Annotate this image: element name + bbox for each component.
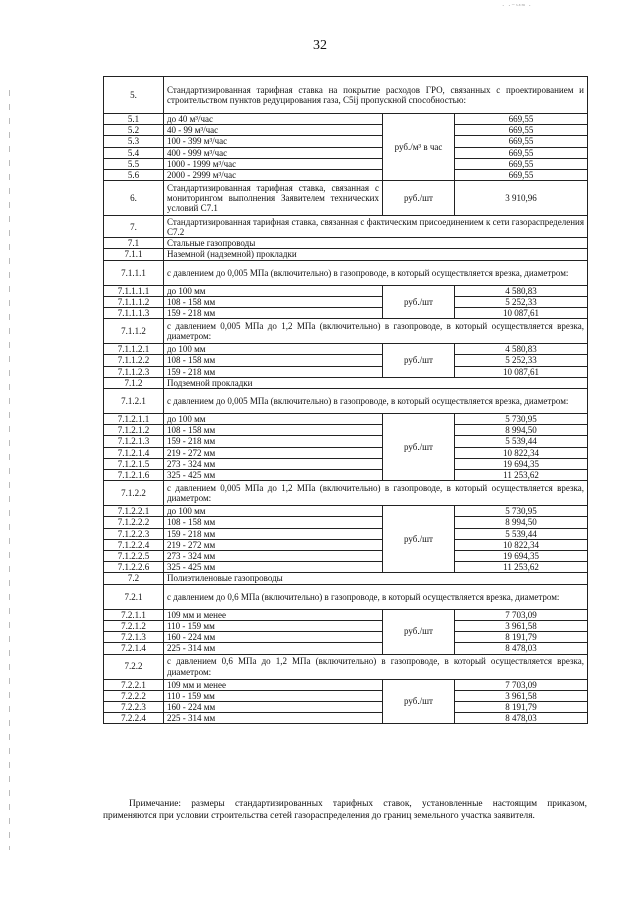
item-number: 7.1.2.2.1 [104, 506, 164, 517]
item-description: 2000 - 2999 м³/час [164, 170, 383, 181]
rate-value: 669,55 [455, 170, 588, 181]
item-description: 100 - 399 м³/час [164, 136, 383, 147]
item-description: до 100 мм [164, 344, 383, 355]
rate-value: 8 191,79 [455, 632, 588, 643]
table-row [104, 447, 588, 458]
rate-value: 5 252,33 [455, 355, 588, 366]
rate-value: 4 580,83 [455, 285, 588, 296]
item-description: 160 - 224 мм [164, 632, 383, 643]
item-number: 7.2.1.3 [104, 632, 164, 643]
table-row [104, 481, 588, 506]
rate-value: 4 580,83 [455, 344, 588, 355]
rate-value: 11 253,62 [455, 470, 588, 481]
item-description: 325 - 425 мм [164, 470, 383, 481]
item-number: 7.2.1.4 [104, 643, 164, 654]
table-row [104, 425, 588, 436]
item-number: 7.1.2.1.6 [104, 470, 164, 481]
tariff-table [103, 76, 588, 724]
unit-cell: руб./шт [383, 414, 455, 481]
table-row [104, 690, 588, 701]
table-row [104, 573, 588, 584]
item-number: 7.1.2.1 [104, 389, 164, 414]
item-number: 6. [104, 181, 164, 216]
rate-value: 8 478,03 [455, 643, 588, 654]
item-number: 7.1.1 [104, 249, 164, 260]
item-description: 108 - 158 мм [164, 296, 383, 307]
table-row [104, 216, 588, 238]
item-number: 7.1.2.2 [104, 481, 164, 506]
rate-value: 10 822,34 [455, 539, 588, 550]
table-row [104, 181, 588, 216]
table-row [104, 539, 588, 550]
tariff-table-body [104, 77, 588, 724]
rate-value: 669,55 [455, 114, 588, 125]
item-number: 7.2.2.1 [104, 679, 164, 690]
table-row [104, 620, 588, 631]
table-row [104, 260, 588, 285]
table-row [104, 470, 588, 481]
item-description: 400 - 999 м³/час [164, 147, 383, 158]
item-number: 7.1 [104, 238, 164, 249]
item-number: 5.6 [104, 170, 164, 181]
rate-value: 669,55 [455, 158, 588, 169]
item-number: 7.2 [104, 573, 164, 584]
item-description: 225 - 314 мм [164, 643, 383, 654]
rate-value: 669,55 [455, 125, 588, 136]
item-description: 108 - 158 мм [164, 425, 383, 436]
item-number: 7.1.1.2.3 [104, 366, 164, 377]
item-number: 7.1.1.1 [104, 260, 164, 285]
table-row [104, 238, 588, 249]
item-number: 7.2.2.2 [104, 690, 164, 701]
table-row [104, 701, 588, 712]
item-description: Наземной (надземной) прокладки [164, 249, 588, 260]
table-row [104, 319, 588, 344]
item-number: 7.1.2.2.3 [104, 528, 164, 539]
table-row [104, 147, 588, 158]
table-row [104, 679, 588, 690]
table-row [104, 125, 588, 136]
table-row [104, 654, 588, 679]
item-description: 108 - 158 мм [164, 517, 383, 528]
item-number: 7.1.2.1.4 [104, 447, 164, 458]
table-row [104, 344, 588, 355]
rate-value: 5 730,95 [455, 414, 588, 425]
table-row [104, 436, 588, 447]
rate-value: 8 191,79 [455, 701, 588, 712]
table-row [104, 249, 588, 260]
item-description: до 100 мм [164, 414, 383, 425]
table-row [104, 609, 588, 620]
item-number: 7.2.1.2 [104, 620, 164, 631]
item-number: 5.3 [104, 136, 164, 147]
rate-value: 3 961,58 [455, 620, 588, 631]
table-row [104, 517, 588, 528]
item-description: с давлением 0,6 МПа до 1,2 МПа (включительно) в газопроводе, в который осуществляется врезка, диаметром: [164, 654, 588, 679]
table-row [104, 136, 588, 147]
item-description: 109 мм и менее [164, 679, 383, 690]
table-row [104, 506, 588, 517]
item-description: 219 - 272 мм [164, 539, 383, 550]
item-description: 159 - 218 мм [164, 528, 383, 539]
item-description: до 40 м³/час [164, 114, 383, 125]
item-description: 160 - 224 мм [164, 701, 383, 712]
item-number: 7.1.2.1.3 [104, 436, 164, 447]
item-number: 7.1.2.2.6 [104, 562, 164, 573]
item-number: 7.1.1.1.3 [104, 308, 164, 319]
unit-cell: руб./м³ в час [383, 114, 455, 181]
rate-value: 8 994,50 [455, 425, 588, 436]
item-description: с давлением до 0,005 МПа (включительно) в газопроводе, в который осуществляется врезка, диаметром: [164, 260, 588, 285]
item-number: 7.1.2 [104, 377, 164, 388]
rate-value: 3 910,96 [455, 181, 588, 216]
rate-value: 8 478,03 [455, 713, 588, 724]
item-description: до 100 мм [164, 285, 383, 296]
item-number: 7.1.2.2.5 [104, 551, 164, 562]
table-row [104, 296, 588, 307]
table-row [104, 170, 588, 181]
item-description: 273 - 324 мм [164, 551, 383, 562]
table-row [104, 643, 588, 654]
item-number: 5.4 [104, 147, 164, 158]
unit-cell: руб./шт [383, 609, 455, 654]
item-number: 7.2.2.3 [104, 701, 164, 712]
rate-value: 5 539,44 [455, 528, 588, 539]
item-number: 7.1.2.1.1 [104, 414, 164, 425]
table-row [104, 562, 588, 573]
rate-value: 10 822,34 [455, 447, 588, 458]
table-row [104, 308, 588, 319]
rate-value: 5 539,44 [455, 436, 588, 447]
table-row [104, 366, 588, 377]
rate-value: 8 994,50 [455, 517, 588, 528]
item-description: Стандартизированная тарифная ставка на покрытие расходов ГРО, связанных с проектированием и строительством пунктов редуцирования газа, C5ij пропускной способностью: [164, 77, 588, 114]
table-row [104, 285, 588, 296]
item-description: с давлением 0,005 МПа до 1,2 МПа (включительно) в газопроводе, в который осуществляется врезка, диаметром: [164, 481, 588, 506]
item-description: Полиэтиленовые газопроводы [164, 573, 588, 584]
item-description: 159 - 218 мм [164, 436, 383, 447]
scan-edge-mark [9, 90, 10, 850]
item-number: 7.2.1.1 [104, 609, 164, 620]
item-description: Стандартизированная тарифная ставка, связанная с фактическим присоединением к сети газораспределения C7.2 [164, 216, 588, 238]
table-row [104, 458, 588, 469]
item-number: 7.1.2.1.5 [104, 458, 164, 469]
rate-value: 3 961,58 [455, 690, 588, 701]
item-description: 159 - 218 мм [164, 308, 383, 319]
rate-value: 19 694,35 [455, 458, 588, 469]
item-description: с давлением до 0,005 МПа (включительно) в газопроводе, в который осуществляется врезка, диаметром: [164, 389, 588, 414]
item-number: 7. [104, 216, 164, 238]
rate-value: 5 252,33 [455, 296, 588, 307]
table-row [104, 77, 588, 114]
item-description: Стандартизированная тарифная ставка, связанная с мониторингом выполнения Заявителем технических условий C7.1 [164, 181, 383, 216]
rate-value: 19 694,35 [455, 551, 588, 562]
item-description: с давлением 0,005 МПа до 1,2 МПа (включительно) в газопроводе, в который осуществляется врезка, диаметром: [164, 319, 588, 344]
table-row [104, 414, 588, 425]
item-number: 7.1.1.2 [104, 319, 164, 344]
table-row [104, 528, 588, 539]
rate-value: 5 730,95 [455, 506, 588, 517]
item-number: 5. [104, 77, 164, 114]
item-description: 325 - 425 мм [164, 562, 383, 573]
table-row [104, 584, 588, 609]
table-row [104, 158, 588, 169]
item-description: 109 мм и менее [164, 609, 383, 620]
unit-cell: руб./шт [383, 181, 455, 216]
rate-value: 669,55 [455, 147, 588, 158]
footnote: Примечание: размеры стандартизированных тарифных ставок, установленные настоящим приказом, применяются при условии строительства сетей газораспределения до границ земельного участка заявителя. [103, 799, 587, 821]
rate-value: 11 253,62 [455, 562, 588, 573]
unit-cell: руб./шт [383, 285, 455, 319]
table-row [104, 389, 588, 414]
item-number: 7.1.1.1.1 [104, 285, 164, 296]
item-description: 110 - 159 мм [164, 620, 383, 631]
table-row [104, 355, 588, 366]
item-number: 7.2.1 [104, 584, 164, 609]
item-description: Подземной прокладки [164, 377, 588, 388]
item-description: 225 - 314 мм [164, 713, 383, 724]
table-row [104, 551, 588, 562]
item-number: 7.1.2.2.4 [104, 539, 164, 550]
rate-value: 7 703,09 [455, 609, 588, 620]
item-number: 7.1.1.1.2 [104, 296, 164, 307]
item-number: 5.5 [104, 158, 164, 169]
item-number: 7.1.1.2.2 [104, 355, 164, 366]
item-number: 5.2 [104, 125, 164, 136]
item-description: с давлением до 0,6 МПа (включительно) в газопроводе, в который осуществляется врезка, диаметром: [164, 584, 588, 609]
item-number: 7.1.2.1.2 [104, 425, 164, 436]
item-description: 108 - 158 мм [164, 355, 383, 366]
rate-value: 669,55 [455, 136, 588, 147]
unit-cell: руб./шт [383, 506, 455, 573]
table-row [104, 377, 588, 388]
item-description: до 100 мм [164, 506, 383, 517]
table-row [104, 114, 588, 125]
item-description: 40 - 99 м³/час [164, 125, 383, 136]
rate-value: 7 703,09 [455, 679, 588, 690]
item-number: 7.2.2 [104, 654, 164, 679]
item-description: 159 - 218 мм [164, 366, 383, 377]
item-description: 110 - 159 мм [164, 690, 383, 701]
unit-cell: руб./шт [383, 344, 455, 378]
item-description: Стальные газопроводы [164, 238, 588, 249]
page-number: 32 [313, 38, 327, 53]
unit-cell: руб./шт [383, 679, 455, 724]
rate-value: 10 087,61 [455, 366, 588, 377]
rate-value: 10 087,61 [455, 308, 588, 319]
item-description: 273 - 324 мм [164, 458, 383, 469]
item-number: 7.2.2.4 [104, 713, 164, 724]
table-row [104, 713, 588, 724]
item-number: 7.1.1.2.1 [104, 344, 164, 355]
scan-artifact: · ·⁻ˢᵃᵐ · [502, 2, 533, 10]
item-number: 7.1.2.2.2 [104, 517, 164, 528]
item-number: 5.1 [104, 114, 164, 125]
item-description: 219 - 272 мм [164, 447, 383, 458]
item-description: 1000 - 1999 м³/час [164, 158, 383, 169]
table-row [104, 632, 588, 643]
